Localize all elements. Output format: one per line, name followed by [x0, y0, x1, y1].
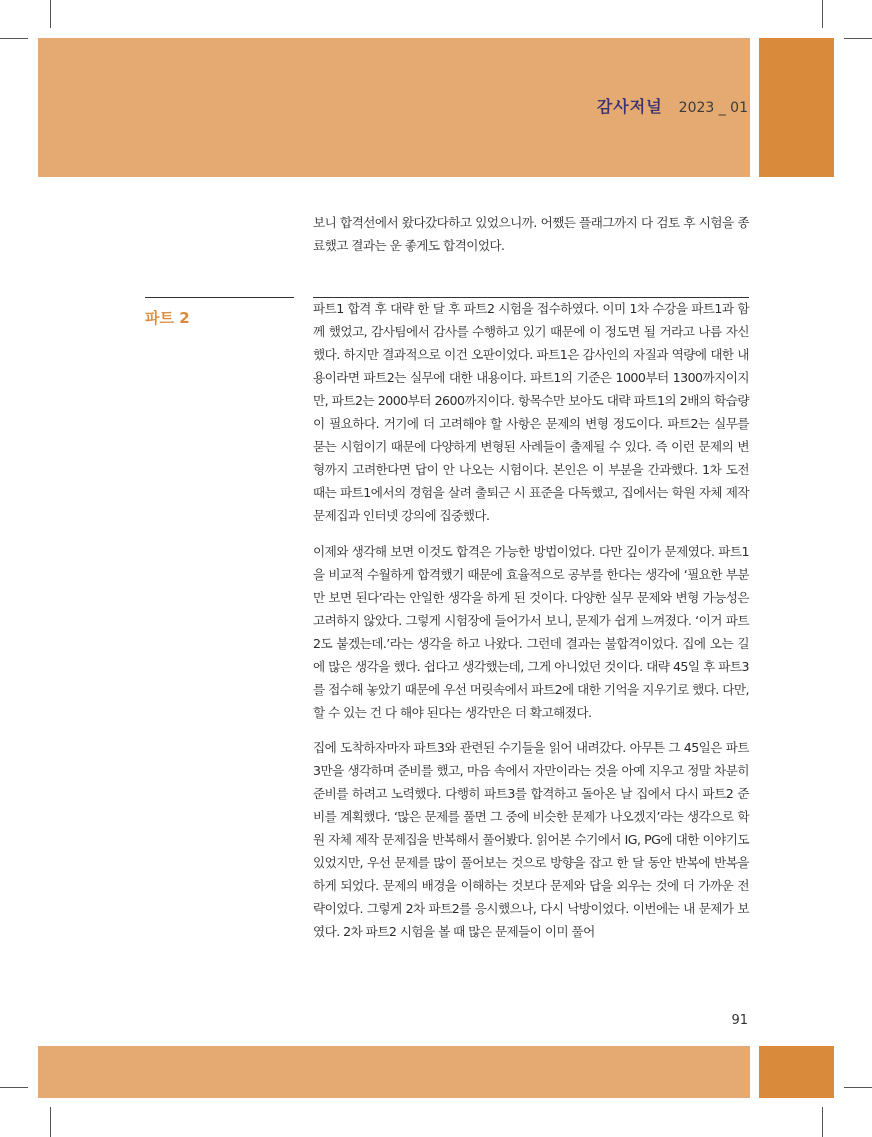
body-paragraph: 이제와 생각해 보면 이것도 합격은 가능한 방법이었다. 다만 깊이가 문제였다. 파트1을 비교적 수월하게 합격했기 때문에 효율적으로 공부를 한다는 생각에 ‘필요한 부분만 보면 된다’라는 안일한 생각을 하게 된 것이다. 다양한 실무 문제와 변형 가능성은 고려하지 않았다. 그렇게 시험장에 들어가서 보니, 문제가 쉽게 느껴졌다. ‘이거 파트2도 붙겠는데.’라는 생각을 하고 나왔다. 그런데 결과는 불합격이었다. 집에 오는 길에 많은 생각을 했다. 쉽다고 생각했는데, 그게 아니었던 것이다. 대략 45일 후 파트3를 접수해 놓았기 때문에 우선 머릿속에서 파트2에 대한 기억을 지우기로 했다. 다만, 할 수 있는 건 다 해야 된다는 생각만은 더 확고해졌다. — [313, 544, 749, 720]
section-title: 파트 2 — [145, 309, 190, 327]
crop-mark — [822, 0, 823, 28]
crop-mark — [0, 38, 28, 39]
footer-accent-block — [759, 1046, 834, 1098]
footer-band — [38, 1046, 750, 1098]
body-paragraph: 집에 도착하자마자 파트3와 관련된 수기들을 읽어 내려갔다. 아무튼 그 45일은 파트3만을 생각하며 준비를 했고, 마음 속에서 자만이라는 것을 아예 지우고 정말 차분히 준비를 하려고 노력했다. 다행히 파트3를 합격하고 돌아온 날 집에서 다시 파트2 준비를 계획했다. ‘많은 문제를 풀면 그 중에 비슷한 문제가 나오겠지’라는 생각으로 학원 자체 제작 문제집을 반복해서 풀어봤다. 읽어본 수기에서 IG, PG에 대한 이야기도 있었지만, 우선 문제를 많이 풀어보는 것으로 방향을 잡고 한 달 동안 반복에 반복을 하게 되었다. 문제의 배경을 이해하는 것보다 문제와 답을 외우는 것에 더 가까운 전략이었다. 그렇게 2차 파트2를 응시했으나, 다시 낙방이었다. 이번에는 내 문제가 보였다. 2차 파트2 시험을 볼 때 많은 문제들이 이미 풀어 — [313, 740, 749, 939]
running-header — [597, 94, 748, 117]
crop-mark — [822, 1107, 823, 1137]
crop-mark — [0, 1087, 28, 1088]
issue-number: 2023 _ 01 — [678, 100, 748, 116]
crop-mark — [50, 0, 51, 28]
section-title-rule — [145, 297, 294, 298]
page-number: 91 — [731, 1013, 748, 1028]
continued-paragraph: 보니 합격선에서 왔다갔다하고 있었으니까. 어쨌든 플래그까지 다 검토 후 시험을 종료했고 결과는 운 좋게도 합격이었다. — [313, 215, 749, 253]
crop-mark — [844, 38, 872, 39]
header-accent-block — [759, 38, 834, 177]
journal-title: 감사저널 — [596, 97, 663, 116]
body-paragraph: 파트1 합격 후 대략 한 달 후 파트2 시험을 접수하였다. 이미 1차 수강을 파트1과 함께 했었고, 감사팀에서 감사를 수행하고 있기 때문에 이 정도면 될 거라고 나름 자신했다. 하지만 결과적으로 이건 오판이었다. 파트1은 감사인의 자질과 역량에 대한 내용이라면 파트2는 실무에 대한 내용이다. 파트1의 기준은 1000부터 1300까지이지만, 파트2는 2000부터 2600까지이다. 항목수만 보아도 대략 파트1의 2배의 학습량이 필요하다. 거기에 더 고려해야 할 사항은 문제의 변형 정도이다. 파트2는 실무를 묻는 시험이기 때문에 다양하게 변형된 사례들이 출제될 수 있다. 즉 이런 문제의 변형까지 고려한다면 답이 안 나오는 시험이다. 본인은 이 부분을 간과했다. 1차 도전 때는 파트1에서의 경험을 살려 출퇴근 시 표준을 다독했고, 집에서는 학원 자체 제작 문제집과 인터넷 강의에 집중했다. — [313, 301, 749, 523]
crop-mark — [844, 1087, 872, 1088]
crop-mark — [50, 1107, 51, 1137]
